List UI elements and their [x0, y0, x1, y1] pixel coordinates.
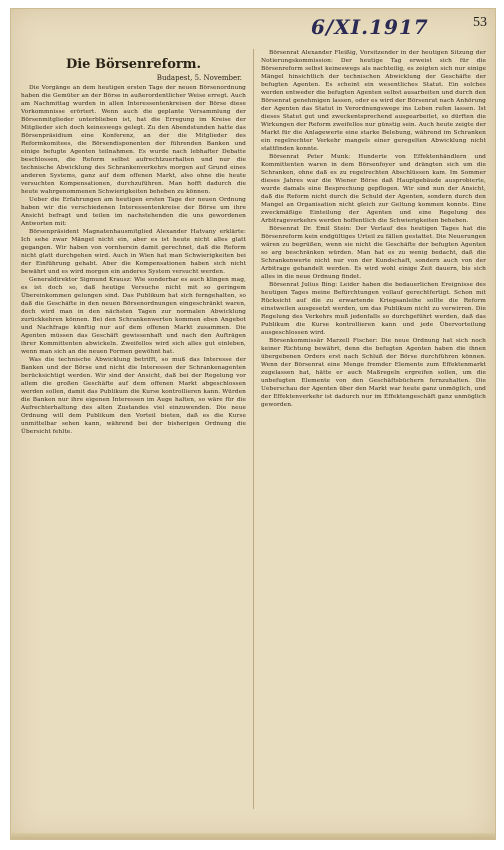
paragraph: Börsenrat Dr. Emil Stein: Der Verlauf des heutigen Tages hat die Börsenreform kein endgültiges Urteil zu fällen gestattet. Die Neuerungen wären zu begrüßen, wenn sie nicht die Geschäfte der befugten Agenten so arg beschränken würden. Man hat es zu wenig bedacht, daß die Schrankenwerte nicht nur von der Kundschaft, sondern auch von der Arbitrage gehandelt werden. Es wird wohl einige Zeit dauern, bis sich alles in die neue Ordnung findet. [261, 226, 486, 280]
paragraph: Generaldirektor Sigmund Krausz: Wie sonderbar es auch klingen mag, es ist doch so, daß heutige Versuche nicht mit so geringem Übereinkommen gelungen sind. Das Publikum hat sich ferngehalten, so daß die Geschäfte in den neuen Börsenordnungen eingeschränkt waren, doch wird man in den nächsten Tagen zur normalen Abwicklung zurückkehren können. Bei den Schrankenwerten kommen eben Angebot und Nachfrage künftig nur auf dem offenen Markt zusammen. Die Agenten müssen das Geschäft gewissenhaft und nach den Aufträgen ihrer Kommittenten abwickeln. Zweifellos wird sich alles gut einleben, wenn man sich an die neuen Formen gewöhnt hat. [21, 277, 246, 355]
paragraph: Börsenpräsident Magnatenhausmitglied Alexander Hatvany erklärte: Ich sehe zwar Mängel nicht ein, aber es ist heute nicht alles glatt gegangen. Wir haben von vornherein damit gerechnet, daß die Reform nicht glatt durchgehen wird. Auch in Wien hat man Schwierigkeiten bei der Einführung gehabt. Aber die Kompensationen haben sich nicht bewährt und es wird morgen ein anderes System versucht werden. [21, 229, 246, 275]
left-column [21, 51, 246, 436]
paragraph: Börsenrat Alexander Fleißig, Vorsitzender in der heutigen Sitzung der Notierungskommission: Der heutige Tag erweist sich für die Börsenreform selbst keineswegs als nachteilig, es zeigten sich nur einige Mängel hinsichtlich der technischen Abwicklung der Geschäfte der befugten Agenten. Es scheint ein wesentliches Statut. Ein solches werden entweder die befugten Agenten selbst ausarbeiten und durch den Börsenrat genehmigen lassen, oder es wird der Börsenrat nach Anhörung der Agenten das Statut in Verordnungswege ins Leben rufen lassen. Ist dieses Statut gut und zweckentsprechend ausgearbeitet, so dürften die Wirkungen der Reform zweifellos nur günstig sein. Auch heute zeigte der Markt für die Anlagewerte eine starke Belebung, während im Schranken ein regelrechter Verkehr mangels einer geregelten Abwicklung nicht stattfinden konnte. [261, 50, 486, 152]
newspaper-clipping [10, 8, 496, 840]
paragraph: Börsenrat Peter Munk: Hunderte von Effektenhändlern und Kommittenten waren in dem Börsenfoyer und drängten sich um die Schranken, ohne daß es zu regelrechten Abschlüssen kam. Im Sommer dieses Jahres war die Wiener Börse daß Hauptgebäude ausprobierte, wurde damals eine Besprechung gepflogen. Wir sind nun der Ansicht, daß die Reform nicht durch die Schuld der Agenten, sondern durch den Mangel an Organisation nicht gleich zur Geltung kommen konnte. Eine zweckmäßige Einteilung der Agenten und eine Regelung des Arbitrageverkehrs werden hoffentlich die Schwierigkeiten beheben. [261, 154, 486, 224]
article-title: Die Börsenreform. [65, 57, 202, 72]
paragraph: Ueber die Erfahrungen am heutigen ersten Tage der neuen Ordnung haben wir die verschiedenen Interessentenkreise der Börse um ihre Ansicht befragt und teilen im nachstehenden die uns gewordenen Antworten mit: [21, 197, 246, 227]
paragraph: Börsenkommissär Marzell Fischer: Die neue Ordnung hat sich noch keiner Richtung bewährt, denn die befugten Agenten haben die ihnen übergebenen Orders erst nach Schluß der Börse durchführen können. Wenn der Börsenrat eine Menge fremder Elemente zum Effektenmarkt zugelassen hat, hätte er auch Maßregeln ergreifen sollen, um die unbefugten Elemente von den Geschäftsbüchern fernzuhalten. Die Ueberschau der Agenten über den Markt war heute ganz unmöglich, und der Effektenverkehr ist dadurch nur im Effektengeschäft ganz unmöglich geworden. [261, 338, 486, 408]
handwritten-date: 6/XI.1917 [311, 15, 429, 39]
paragraph: Die Vorgänge an dem heutigen ersten Tage der neuen Börsenordnung haben die Gemüter an der Börse in außerordentlicher Weise erregt. Auch am Nachmittag wurden in allen Interessentenkreisen der Börse diese Vorkommnisse erörtert. Wenn auch die geplante Versammlung der Börsenmitglieder unterblieben ist, hat die Erregung im Kreise der Mitglieder sich doch keineswegs gelegt. Zu den Abendstunden hatte das Börsenpräsidium eine Konferenz, an der die Mitglieder des Reformkomitees, die Börsendisponenten der führenden Banken und einige befugte Agenten teilnahmen. Es wurde nach lebhafter Debatte beschlossen, die Reform selbst aufrechtzuerhalten und nur die technische Abwicklung des Schrankenverkehrs morgen auf Grund eines anderen Systems, ganz auf dem offenen Markt, also ohne die heute versuchten Kompensationen, durchzuführen. Man hofft dadurch die heute wahrgenommenen Schwierigkeiten beheben zu können. [21, 85, 246, 195]
article-dateline: Budapest, 5. November. [156, 74, 242, 82]
page-number: 53 [473, 15, 487, 30]
paragraph: Was die technische Abwicklung betrifft, so muß das Interesse der Banken und der Börse und nicht die Interessen der Schrankenagenten berücksichtigt werden. Wir sind der Ansicht, daß bei der Regelung vor allem die großen Geschäfte auf dem offenen Markt abgeschlossen werden sollen, damit das Publikum die Kurse kontrollieren kann. Würden die Banken nur ihre eigenen Interessen im Auge halten, so wäre für die Aufrechterhaltung des alten Zustandes viel einzuwenden. Die neue Ordnung will dem Publikum den Vorteil bieten, daß es die Kurse unmittelbar sehen kann, während bei der bisherigen Ordnung die Übersicht fehlte. [21, 357, 246, 435]
paper-edge [11, 833, 495, 839]
column-divider [253, 49, 254, 809]
paragraph: Börsenrat Julius Bing: Leider haben die bedauerlichen Ereignisse des heutigen Tages meine Befürchtungen vollauf gerechtfertigt. Schon mit Rücksicht auf die zu erwartende Kriegsanleihe sollte die Reform einstweilen ausgesetzt werden, um das Publikum nicht zu verwirren. Die Regelung des Verkehrs muß jedenfalls so durchgeführt werden, daß das Publikum die Kurse kontrollieren kann und jede Übervorteilung ausgeschlossen wird. [261, 282, 486, 336]
right-column [261, 49, 486, 409]
